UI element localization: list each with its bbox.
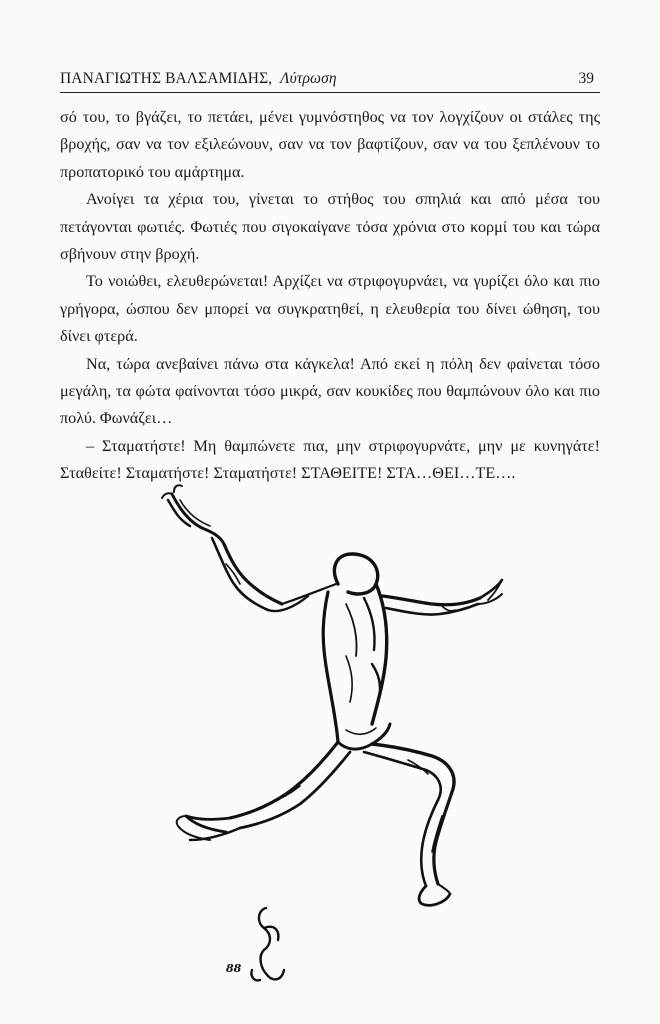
- paragraph-5-dialogue: – Σταματήστε! Μη θαμπώνετε πια, μην στριφογυρνάτε, μην με κυνηγάτε! Σταθείτε! Σταματήστε! Σταματήστε! ΣΤΑΘΕΙΤΕ! ΣΤΑ…ΘΕΙ…ΤΕ….: [60, 436, 600, 483]
- dancing-figure-illustration: [150, 480, 530, 1000]
- artist-signature-mark: [222, 900, 302, 990]
- paragraph-1: σό του, το βγάζει, το πετάει, μένει γυμνόστηθος να τον λογχίζουν οι στάλες της βροχής, σαν να τον εξιλεώνουν, σαν να τον βαφτίζουν, σαν να του ξεπλένουν το προπατορικό του αμάρτημα.: [60, 108, 600, 181]
- running-header: [60, 68, 600, 93]
- page-number: 39: [578, 70, 594, 87]
- header-author-name: ΠΑΝΑΓΙΩΤΗΣ ΒΑΛΣΑΜΙΔΗΣ,: [60, 70, 273, 87]
- paragraph-2: Ανοίγει τα χέρια του, γίνεται το στήθος του σπηλιά και από μέσα του πετάγονται φωτιές. Φωτιές που σιγοκαίγανε τόσα χρόνια στο κορμί του και τώρα σβήνουν στην βροχή.: [60, 190, 600, 264]
- body-text: [60, 104, 600, 488]
- paragraph-3: Το νοιώθει, ελευθερώνεται! Αρχίζει να στριφογυρνάει, να γυρίζει όλο και πιο γρήγορα, ώσπου δεν μπορεί να συγκρατηθεί, η ελευθερία του δίνει ώθηση, του δίνει φτερά.: [60, 272, 600, 346]
- header-author: [60, 68, 337, 90]
- signature-text: 88: [226, 962, 242, 975]
- paragraph-4: Να, τώρα ανεβαίνει πάνω στα κάγκελα! Από εκεί η πόλη δεν φαίνεται τόσο μεγάλη, τα φώτα φαίνονται τόσο μικρά, σαν κουκίδες που θαμπώνουν όλο και πιο πολύ. Φωνάζει…: [60, 354, 600, 428]
- header-title: Λύτρωση: [280, 70, 337, 87]
